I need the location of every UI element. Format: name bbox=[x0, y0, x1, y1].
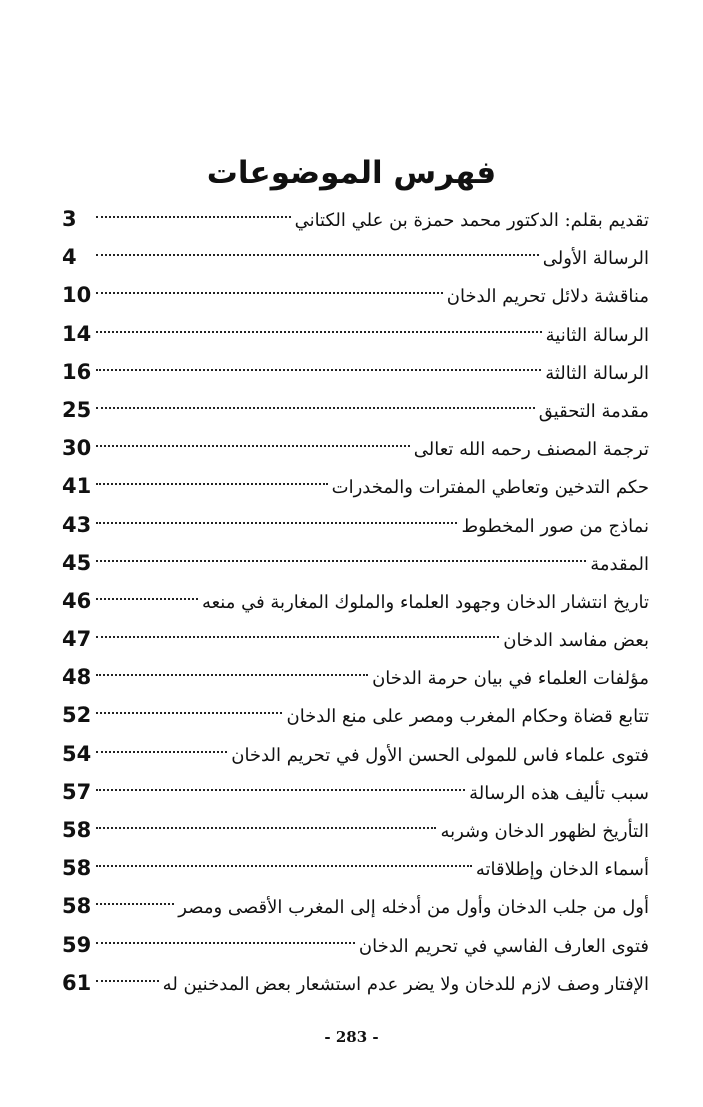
toc-page-number: 30 bbox=[62, 436, 92, 461]
toc-page-number: 61 bbox=[62, 970, 92, 995]
leader-dots bbox=[96, 483, 328, 485]
leader-dots bbox=[96, 903, 174, 905]
leader-dots bbox=[96, 789, 465, 791]
toc-entry-title: حكم التدخين وتعاطي المفترات والمخدرات bbox=[331, 477, 649, 499]
leader-dots bbox=[96, 292, 443, 294]
toc-entry-title: أول من جلب الدخان وأول من أدخله إلى المغرب الأقصى ومصر bbox=[178, 897, 649, 919]
toc-page-number: 10 bbox=[62, 283, 92, 308]
toc-entry bbox=[62, 696, 649, 734]
toc-page-number: 4 bbox=[62, 245, 77, 270]
toc-page-number: 41 bbox=[62, 474, 92, 499]
toc-page-number: 58 bbox=[62, 856, 92, 881]
toc-entry-title: تتابع قضاة وحكام المغرب ومصر على منع الدخان bbox=[286, 706, 649, 728]
leader-dots bbox=[96, 407, 535, 409]
toc-entry bbox=[62, 735, 649, 773]
toc-entry bbox=[62, 429, 649, 467]
toc-entry bbox=[62, 926, 649, 964]
toc-entry bbox=[62, 353, 649, 391]
leader-dots bbox=[96, 522, 457, 524]
leader-dots bbox=[96, 636, 499, 638]
toc-page-number: 46 bbox=[62, 588, 92, 613]
table-of-contents bbox=[62, 200, 649, 1002]
toc-entry bbox=[62, 276, 649, 314]
toc-page-number: 43 bbox=[62, 512, 92, 537]
toc-page-number: 57 bbox=[62, 779, 92, 804]
toc-page-number: 45 bbox=[62, 550, 92, 575]
toc-page-number: 59 bbox=[62, 932, 92, 957]
toc-entry bbox=[62, 658, 649, 696]
leader-dots bbox=[96, 712, 282, 714]
toc-entry-title: بعض مفاسد الدخان bbox=[503, 630, 649, 652]
toc-page-number: 48 bbox=[62, 665, 92, 690]
toc-entry-title: نماذج من صور المخطوط bbox=[461, 515, 649, 537]
leader-dots bbox=[96, 598, 198, 600]
leader-dots bbox=[96, 827, 436, 829]
toc-entry-title: فتوى العارف الفاسي في تحريم الدخان bbox=[358, 935, 649, 957]
toc-entry-title: الإفتار وصف لازم للدخان ولا يضر عدم استشعار بعض المدخنين له bbox=[162, 973, 649, 995]
toc-entry-title: أسماء الدخان وإطلاقاته bbox=[475, 859, 649, 881]
toc-entry bbox=[62, 506, 649, 544]
toc-page-number: 58 bbox=[62, 818, 92, 842]
toc-entry bbox=[62, 849, 649, 887]
toc-entry-title: ترجمة المصنف رحمه الله تعالى bbox=[413, 439, 649, 461]
toc-entry-title: سبب تأليف هذه الرسالة bbox=[469, 782, 649, 804]
toc-page-number: 16 bbox=[62, 359, 92, 384]
toc-entry-title: تاريخ انتشار الدخان وجهود العلماء والملوك المغاربة في منعه bbox=[201, 591, 649, 613]
toc-entry bbox=[62, 238, 649, 276]
toc-entry bbox=[62, 200, 649, 238]
toc-entry-title: تقديم بقلم: الدكتور محمد حمزة بن علي الكتاني bbox=[294, 210, 649, 231]
toc-entry bbox=[62, 582, 649, 620]
toc-entry-title: الرسالة الثالثة bbox=[545, 362, 649, 384]
page-title: فهرس الموضوعات bbox=[206, 155, 497, 191]
toc-page-number: 14 bbox=[62, 321, 92, 346]
toc-entry bbox=[62, 391, 649, 429]
toc-entry bbox=[62, 467, 649, 505]
leader-dots bbox=[96, 254, 539, 256]
toc-entry-title: مناقشة دلائل تحريم الدخان bbox=[446, 286, 649, 308]
page-number: - 283 - bbox=[324, 1028, 379, 1046]
leader-dots bbox=[96, 674, 368, 676]
toc-entry-title: الرسالة الأولى bbox=[542, 248, 649, 270]
toc-entry bbox=[62, 544, 649, 582]
toc-entry-title: مقدمة التحقيق bbox=[538, 400, 649, 422]
toc-page-number: 58 bbox=[62, 894, 92, 919]
leader-dots bbox=[96, 980, 159, 982]
toc-entry bbox=[62, 315, 649, 353]
leader-dots bbox=[96, 331, 542, 333]
toc-entry bbox=[62, 964, 649, 1002]
toc-entry bbox=[62, 887, 649, 925]
leader-dots bbox=[96, 216, 291, 218]
toc-entry bbox=[62, 811, 649, 849]
toc-entry-title: الرسالة الثانية bbox=[545, 324, 649, 346]
leader-dots bbox=[96, 865, 472, 867]
toc-page-number: 47 bbox=[62, 627, 92, 652]
toc-entry-title: مؤلفات العلماء في بيان حرمة الدخان bbox=[372, 668, 649, 690]
leader-dots bbox=[96, 751, 227, 753]
leader-dots bbox=[96, 445, 410, 447]
toc-entry-title: فتوى علماء فاس للمولى الحسن الأول في تحريم الدخان bbox=[231, 744, 649, 766]
toc-page-number: 52 bbox=[62, 703, 92, 728]
toc-entry bbox=[62, 773, 649, 811]
leader-dots bbox=[96, 369, 541, 371]
leader-dots bbox=[96, 942, 355, 944]
toc-entry-title: المقدمة bbox=[590, 553, 649, 575]
leader-dots bbox=[96, 560, 586, 562]
toc-page-number: 3 bbox=[62, 207, 77, 231]
toc-entry bbox=[62, 620, 649, 658]
toc-page-number: 54 bbox=[62, 741, 92, 766]
toc-entry-title: التأريخ لظهور الدخان وشربه bbox=[440, 821, 649, 842]
toc-page-number: 25 bbox=[62, 397, 92, 422]
